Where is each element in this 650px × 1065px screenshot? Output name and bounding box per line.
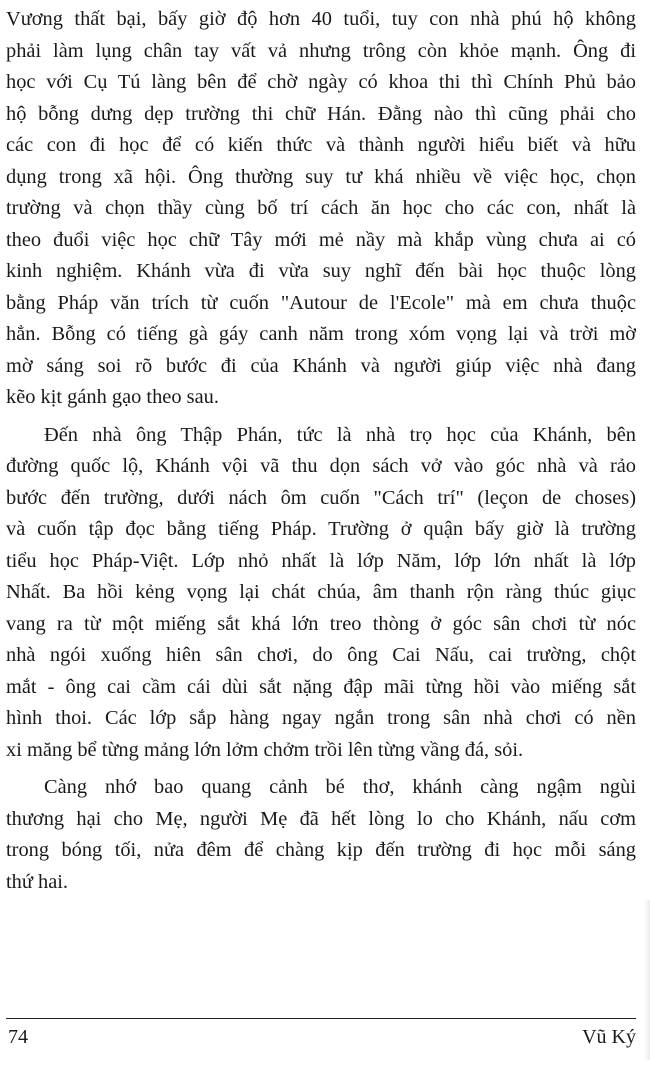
text-line: học với Cụ Tú làng bên để chờ ngày có khoa thi thì Chính Phủ bảo [6,71,636,93]
text-line: trong bóng tối, nửa đêm để chàng kịp đến trường đi học mỗi sáng [6,839,636,861]
text-line: hộ bỗng dưng dẹp trường thi chữ Hán. Đằng nào thì cũng phải cho [6,102,636,125]
text-line: thương hại cho Mẹ, người Mẹ đã hết lòng lo cho Khánh, nấu cơm [6,807,636,830]
paragraph [6,4,636,414]
text-line: và cuốn tập đọc bằng tiếng Pháp. Trường ở quận bấy giờ là trường [6,518,636,540]
text-line: bằng Pháp văn trích từ cuốn "Autour de l'Ecole" mà em chưa thuộc [6,291,636,314]
paragraph [6,772,636,898]
text-line: dụng trong xã hội. Ông thường suy tư khá nhiều về việc học, chọn [6,165,636,188]
text-line: hình thoi. Các lớp sắp hàng ngay ngắn trong sân nhà chơi có nền [6,707,636,729]
footer-rule [6,1018,636,1019]
paragraph [6,420,636,767]
text-line: kẽo kịt gánh gạo theo sau. [6,386,219,408]
text-line: vang ra từ một miếng sắt khá lớn treo thòng ở góc sân chơi từ nóc [6,612,636,635]
text-line: Đến nhà ông Thập Phán, tức là nhà trọ học của Khánh, bên [44,423,636,446]
text-line: theo đuổi việc học chữ Tây mới mẻ nầy mà khắp vùng chưa ai có [6,228,636,251]
text-line: phải làm lụng chân tay vất vả nhưng trông còn khỏe mạnh. Ông đi [6,39,636,62]
text-line: thứ hai. [6,870,69,893]
text-line: hẳn. Bỗng có tiếng gà gáy canh năm trong xóm vọng lại và trời mờ [6,323,636,345]
text-line: nhà ngói xuống hiên sân chơi, do ông Cai Nấu, cai trường, chột [6,644,636,666]
page-edge-shadow [644,900,650,1060]
text-line: bước đến trường, dưới nách ôm cuốn "Cách trí" (leçon de choses) [6,486,636,509]
body-text [6,4,636,904]
text-line: trường và chọn thầy cùng bố trí cách ăn học cho các con, nhất là [6,197,636,219]
text-line: Nhất. Ba hồi kẻng vọng lại chát chúa, âm thanh rộn ràng thúc giục [6,581,636,603]
text-line: mờ sáng soi rõ bước đi của Khánh và người giúp việc nhà đang [6,354,636,377]
text-line: Vương thất bại, bấy giờ độ hơn 40 tuổi, tuy con nhà phú hộ không [6,8,636,30]
page-number: 74 [8,1026,28,1048]
text-line: kinh nghiệm. Khánh vừa đi vừa suy nghĩ đến bài học thuộc lòng [6,260,636,282]
text-line: Càng nhớ bao quang cảnh bé thơ, khánh càng ngậm ngùi [44,776,636,798]
text-line: xi măng bể từng mảng lớn lởm chởm trồi lên từng vầng đá, sỏi. [6,738,524,761]
text-line: đường quốc lộ, Khánh vội vã thu dọn sách vở vào góc nhà và rảo [6,455,636,477]
text-line: mắt - ông cai cầm cái dùi sắt nặng đập mãi từng hồi vào miếng sắt [6,675,636,698]
text-line: các con đi học để có kiến thức và thành người hiểu biết và hữu [6,134,636,156]
footer-author: Vũ Ký [582,1026,636,1048]
text-line: tiểu học Pháp-Việt. Lớp nhỏ nhất là lớp Năm, lớp lớn nhất là lớp [6,549,636,572]
